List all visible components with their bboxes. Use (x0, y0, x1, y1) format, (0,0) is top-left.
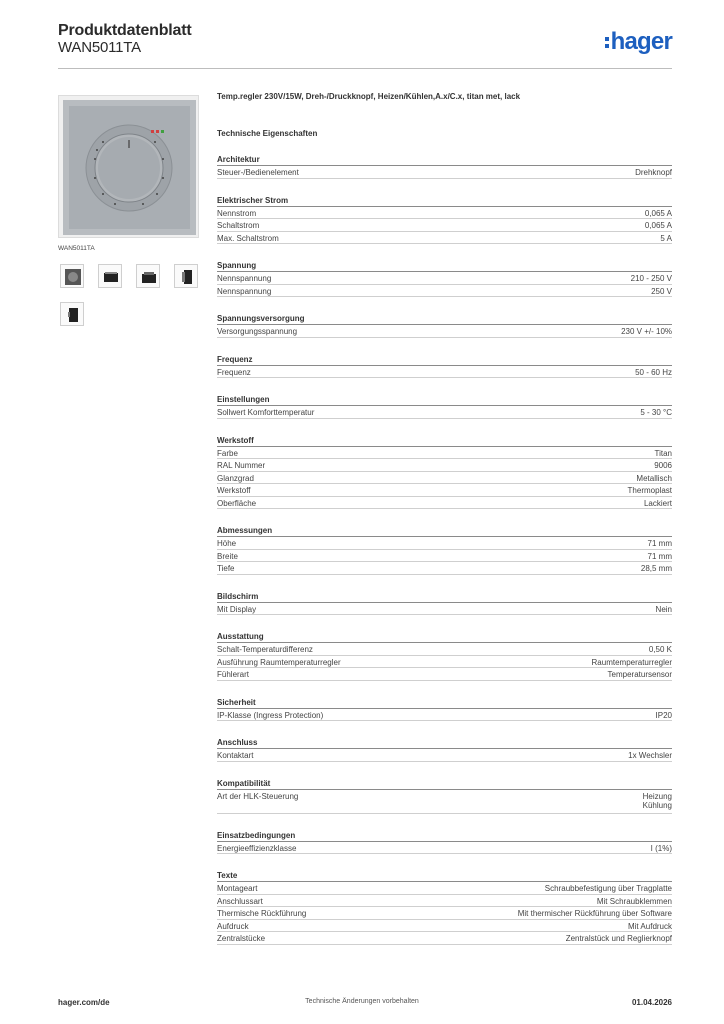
spec-group-title: Elektrischer Strom (217, 195, 672, 207)
spec-row (217, 285, 672, 298)
spec-label: Mit Display (217, 604, 257, 614)
spec-value: IP20 (655, 710, 672, 720)
product-description: Temp.regler 230V/15W, Dreh-/Druckknopf, Heizen/Kühlen,A.x/C.x, titan met, lack (217, 92, 521, 101)
spec-group (217, 591, 672, 616)
spec-row (217, 882, 672, 895)
spec-label: Nennstrom (217, 208, 257, 218)
footer-website[interactable]: hager.com/de (58, 998, 110, 1007)
spec-row (217, 749, 672, 762)
spec-group-title: Texte (217, 870, 672, 882)
specification-content (217, 92, 672, 945)
spec-group (217, 697, 672, 722)
spec-value: Zentralstück und Reglierknopf (565, 934, 672, 943)
spec-value: 250 V (651, 286, 672, 296)
spec-value: 71 mm (647, 539, 672, 548)
spec-value: 230 V +/- 10% (621, 327, 672, 336)
spec-row (217, 166, 672, 179)
header-divider (58, 68, 672, 69)
spec-label: Energieeffizienzklasse (217, 843, 297, 853)
technical-properties-heading: Technische Eigenschaften (217, 129, 318, 138)
spec-label: RAL Nummer (217, 461, 266, 470)
spec-value: Raumtemperaturregler (591, 657, 672, 667)
spec-label: Oberfläche (217, 498, 257, 508)
spec-label: Montageart (217, 884, 258, 893)
spec-row (217, 709, 672, 722)
spec-groups (217, 154, 672, 945)
spec-group (217, 313, 672, 338)
spec-label: Max. Schaltstrom (217, 233, 279, 243)
spec-label: Aufdruck (217, 921, 249, 931)
spec-row (217, 472, 672, 485)
spec-value: 0,065 A (644, 221, 672, 230)
logo-text: hager (610, 28, 672, 55)
spec-row (217, 932, 672, 945)
angled-view-thumbnail-icon (137, 265, 161, 289)
spec-value: Mit Aufdruck (627, 921, 672, 931)
spec-value: 0,50 K (648, 645, 672, 654)
page-title: Produktdatenblatt (58, 22, 192, 39)
spec-value: Drehknopf (635, 168, 672, 177)
hager-logo (605, 28, 672, 56)
top-view-thumbnail-icon (99, 265, 123, 289)
side-view-thumbnail-icon (175, 265, 199, 289)
spec-label: Glanzgrad (217, 473, 254, 483)
thumbnail-angled[interactable] (136, 264, 160, 288)
spec-value: 28,5 mm (640, 564, 672, 573)
footer-date: 01.04.2026 (631, 998, 672, 1007)
spec-group (217, 260, 672, 297)
spec-group-title: Einsatzbedingungen (217, 830, 672, 842)
spec-group (217, 394, 672, 419)
product-image-caption: WAN5011TA (58, 245, 95, 252)
spec-group-title: Werkstoff (217, 435, 672, 447)
spec-row (217, 366, 672, 379)
spec-label: Tiefe (217, 564, 235, 573)
spec-group-title: Bildschirm (217, 591, 672, 603)
spec-group-title: Frequenz (217, 354, 672, 366)
spec-value: Titan (654, 448, 672, 458)
thumbnail-side[interactable] (174, 264, 198, 288)
spec-row (217, 656, 672, 669)
spec-group-title: Architektur (217, 154, 672, 166)
spec-value: 1x Wechsler (628, 751, 672, 760)
spec-value: Metallisch (636, 473, 672, 483)
spec-label: Thermische Rückführung (217, 909, 307, 918)
spec-row (217, 459, 672, 472)
spec-value: 50 - 60 Hz (635, 367, 672, 377)
spec-group (217, 778, 672, 814)
spec-group-title: Spannungsversorgung (217, 313, 672, 325)
spec-row (217, 325, 672, 338)
spec-value: Thermoplast (627, 486, 672, 495)
spec-label: Höhe (217, 539, 237, 548)
spec-group (217, 435, 672, 510)
spec-value: Heizung Kühlung (642, 791, 672, 810)
spec-group (217, 737, 672, 762)
spec-label: Zentralstücke (217, 934, 266, 943)
spec-row (217, 272, 672, 285)
spec-group (217, 354, 672, 379)
spec-label: Ausführung Raumtemperaturregler (217, 657, 341, 667)
spec-label: Fühlerart (217, 670, 250, 679)
spec-label: Art der HLK-Steuerung (217, 791, 299, 801)
spec-value: Temperatursensor (607, 670, 672, 679)
spec-row (217, 207, 672, 220)
spec-row (217, 537, 672, 550)
spec-label: Anschlussart (217, 896, 263, 906)
spec-group-title: Kompatibilität (217, 778, 672, 790)
spec-group (217, 154, 672, 179)
spec-value: Mit Schraubklemmen (596, 896, 672, 906)
spec-label: Breite (217, 551, 238, 561)
spec-row (217, 562, 672, 575)
footer-notice: Technische Änderungen vorbehalten (305, 998, 419, 1005)
spec-label: Versorgungsspannung (217, 327, 298, 336)
spec-value: Lackiert (643, 498, 672, 508)
spec-group-title: Abmessungen (217, 525, 672, 537)
spec-label: Sollwert Komforttemperatur (217, 408, 315, 417)
spec-row (217, 406, 672, 419)
spec-label: Steuer-/Bedienelement (217, 168, 299, 177)
spec-row (217, 603, 672, 616)
spec-row (217, 497, 672, 510)
spec-row (217, 790, 672, 814)
spec-group-title: Einstellungen (217, 394, 672, 406)
spec-label: Schalt-Temperaturdifferenz (217, 645, 313, 654)
spec-label: Frequenz (217, 367, 251, 377)
spec-group (217, 870, 672, 945)
spec-value: Mit thermischer Rückführung über Software (517, 909, 672, 918)
spec-row (217, 895, 672, 908)
spec-label: Schaltstrom (217, 221, 260, 230)
spec-row (217, 907, 672, 920)
spec-row (217, 920, 672, 933)
thumbnail-front[interactable] (60, 264, 84, 288)
spec-value: 5 A (660, 233, 672, 243)
logo-dots-icon (605, 37, 609, 48)
spec-value: 210 - 250 V (630, 274, 672, 283)
spec-label: Kontaktart (217, 751, 254, 760)
spec-label: Nennspannung (217, 286, 272, 296)
spec-group-title: Anschluss (217, 737, 672, 749)
spec-row (217, 232, 672, 245)
thumbnail-top[interactable] (98, 264, 122, 288)
spec-row (217, 550, 672, 563)
spec-group (217, 525, 672, 575)
spec-label: Nennspannung (217, 274, 272, 283)
thumbnail-back[interactable] (60, 302, 84, 326)
spec-value: 0,065 A (644, 208, 672, 218)
spec-value: 71 mm (647, 551, 672, 561)
thermostat-dial-image (59, 96, 200, 239)
spec-group-title: Sicherheit (217, 697, 672, 709)
spec-label: Werkstoff (217, 486, 251, 495)
spec-group (217, 830, 672, 855)
spec-row (217, 842, 672, 855)
spec-row (217, 668, 672, 681)
spec-group (217, 631, 672, 681)
back-view-thumbnail-icon (61, 303, 85, 327)
spec-label: Farbe (217, 448, 238, 458)
page-subtitle: WAN5011TA (58, 39, 141, 56)
spec-row (217, 484, 672, 497)
spec-value: 5 - 30 °C (640, 408, 672, 417)
spec-row (217, 643, 672, 656)
spec-row (217, 447, 672, 460)
spec-group-title: Spannung (217, 260, 672, 272)
spec-value: I (1%) (650, 843, 672, 853)
spec-label: IP-Klasse (Ingress Protection) (217, 710, 324, 720)
spec-row (217, 219, 672, 232)
spec-group-title: Ausstattung (217, 631, 672, 643)
product-main-image (58, 95, 199, 238)
front-view-thumbnail-icon (61, 265, 85, 289)
spec-value: Schraubbefestigung über Tragplatte (544, 884, 672, 893)
spec-value: 9006 (654, 461, 672, 470)
spec-value: Nein (655, 604, 672, 614)
spec-group (217, 195, 672, 245)
